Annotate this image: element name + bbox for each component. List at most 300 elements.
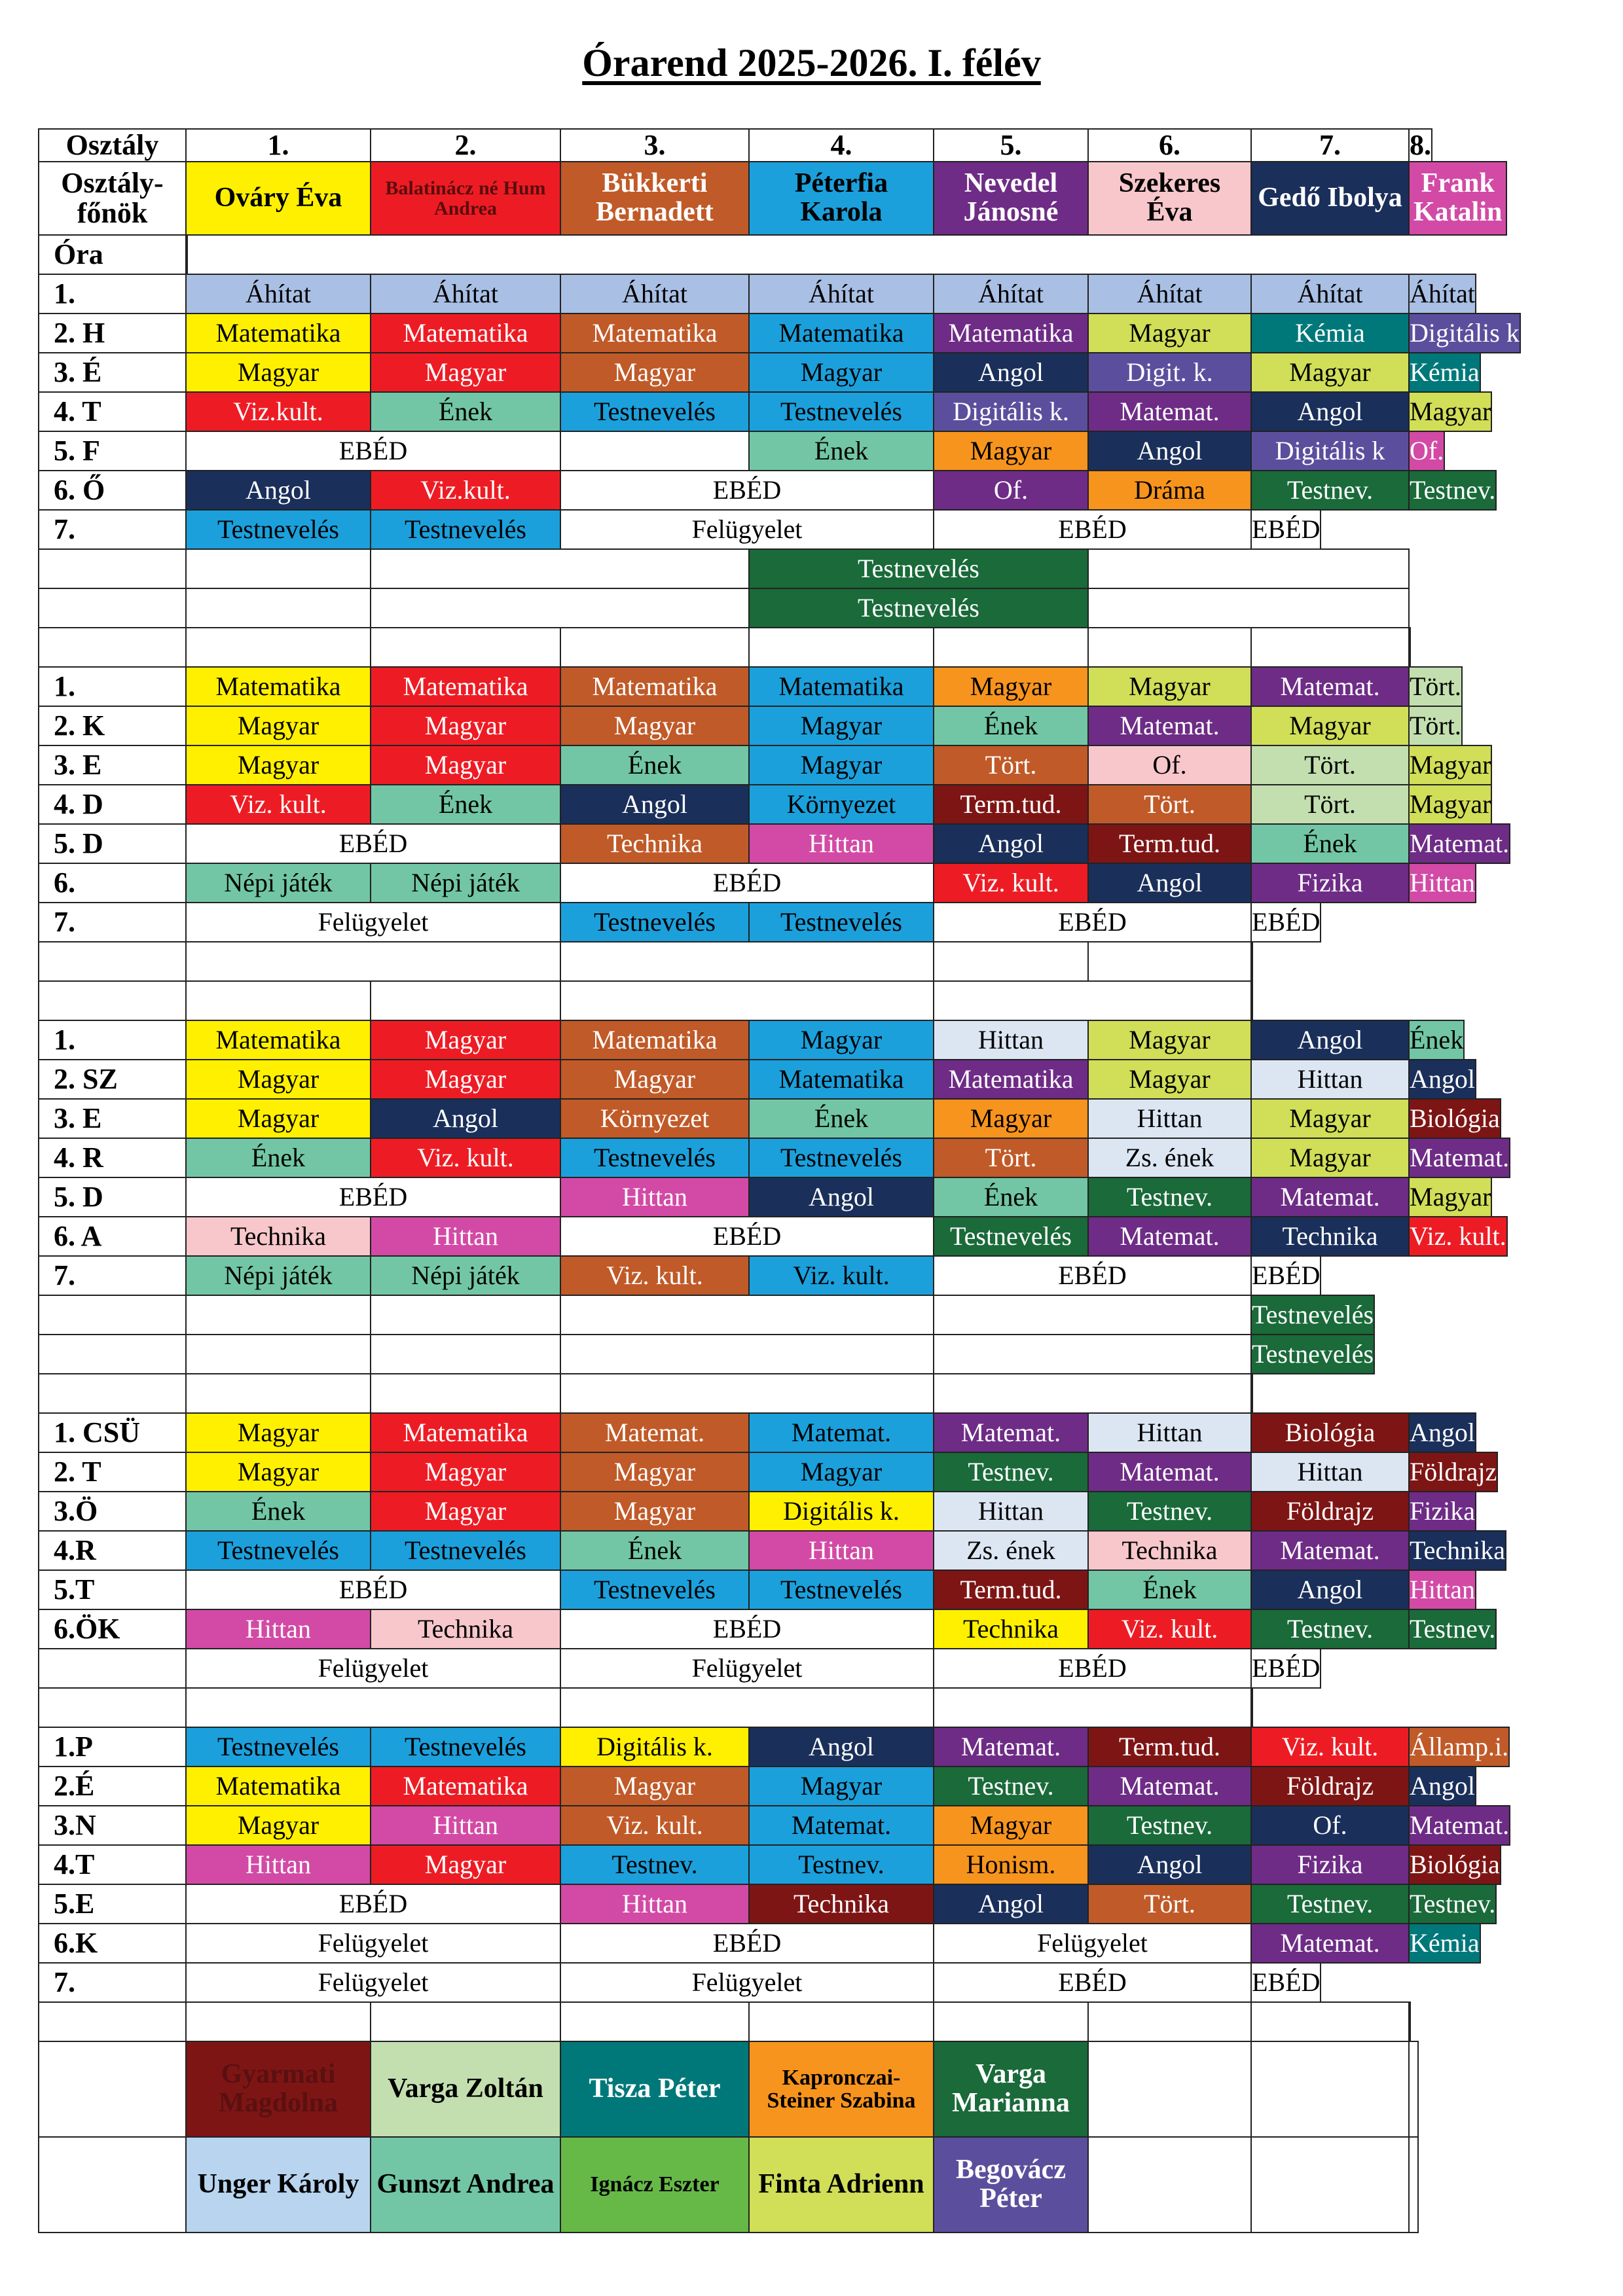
class-teacher-4: Péterfia Karola	[748, 161, 934, 236]
lesson-cell: Zs. ének	[933, 1530, 1089, 1571]
lesson-cell: Áhítat	[185, 274, 371, 314]
lesson-cell: Magyar	[185, 1059, 371, 1100]
lesson-cell: Technika	[933, 1609, 1089, 1649]
lesson-cell: Angol	[1408, 1766, 1476, 1806]
lesson-cell: Magyar	[370, 352, 561, 393]
lesson-cell: Ének	[748, 431, 934, 471]
row-label: 3.Ö	[38, 1491, 187, 1532]
lesson-cell: Magyar	[370, 706, 561, 746]
lesson-cell: Testnevelés	[933, 1216, 1089, 1257]
empty-cell	[185, 2001, 371, 2042]
lesson-cell: Matemat.	[1250, 1923, 1410, 1964]
lesson-cell: Testnev.	[933, 1766, 1089, 1806]
lesson-cell: Testnevelés	[748, 548, 1089, 589]
empty-cell	[370, 1334, 561, 1374]
lesson-cell: Viz. kult.	[1408, 1216, 1508, 1257]
class-2-header: 2.	[370, 128, 561, 162]
lesson-cell: Fizika	[1408, 1491, 1476, 1532]
legend-row-spacer	[38, 2041, 187, 2138]
lesson-cell: Földrajz	[1408, 1452, 1498, 1492]
lesson-cell: Technika	[1087, 1530, 1252, 1571]
row-label: 1.	[38, 1020, 187, 1060]
lesson-cell: Matematika	[560, 313, 750, 353]
empty-cell	[560, 1295, 934, 1335]
row-label: 5.T	[38, 1570, 187, 1610]
lesson-cell: EBÉD	[933, 902, 1252, 942]
lesson-cell: Term.tud.	[1087, 1727, 1252, 1767]
lesson-cell: Testnev.	[560, 1844, 750, 1885]
lesson-cell: Matematika	[748, 1059, 934, 1100]
lesson-cell: EBÉD	[933, 1962, 1252, 2003]
row-label: 1.	[38, 666, 187, 707]
row-label: 7.	[38, 902, 187, 942]
empty-cell	[1087, 588, 1410, 628]
empty-cell	[933, 1687, 1252, 1728]
lesson-cell: Matemat.	[1250, 666, 1410, 707]
lesson-cell: Magyar	[748, 706, 934, 746]
lesson-cell: Testnevelés	[1250, 1334, 1375, 1374]
empty-cell	[370, 2001, 561, 2042]
lesson-cell: Technika	[185, 1216, 371, 1257]
lesson-cell: Testnevelés	[370, 1530, 561, 1571]
empty-cell	[560, 1334, 934, 1374]
lesson-cell: Matematika	[748, 313, 934, 353]
lesson-cell: Viz. kult.	[185, 784, 371, 825]
lesson-cell: Tört.	[933, 1138, 1089, 1178]
lesson-cell: Angol	[370, 1098, 561, 1139]
lesson-cell: Kémia	[1408, 1923, 1481, 1964]
lesson-cell: Testnev.	[748, 1844, 934, 1885]
class-teacher-3: Bükkerti Bernadett	[560, 161, 750, 236]
row-label: 1.P	[38, 1727, 187, 1767]
lesson-cell: Magyar	[185, 352, 371, 393]
row-label	[38, 941, 187, 982]
lesson-cell: Hittan	[560, 1177, 750, 1217]
row-label	[38, 1295, 187, 1335]
lesson-cell: Áhítat	[748, 274, 934, 314]
empty-cell	[1087, 627, 1252, 668]
row-label: 2.É	[38, 1766, 187, 1806]
lesson-cell: Ének	[185, 1491, 371, 1532]
lesson-cell: Hittan	[933, 1020, 1089, 1060]
lesson-cell: Magyar	[1087, 1059, 1252, 1100]
lesson-cell: Népi játék	[185, 1255, 371, 1296]
lesson-cell: Angol	[933, 823, 1089, 864]
lesson-cell: Matemat.	[1087, 391, 1252, 432]
lesson-cell: Testnevelés	[748, 391, 934, 432]
empty-cell	[933, 941, 1089, 982]
row-label	[38, 588, 187, 628]
class-4-header: 4.	[748, 128, 934, 162]
lesson-cell: Tört.	[1250, 745, 1410, 785]
lesson-cell: Testnev.	[1408, 1884, 1497, 1924]
row-label: 4. T	[38, 391, 187, 432]
lesson-cell: Hittan	[1408, 1570, 1476, 1610]
lesson-cell: Matemat.	[1408, 823, 1510, 864]
lesson-cell: Áhítat	[1408, 274, 1476, 314]
lesson-cell: Testnev.	[1408, 1609, 1497, 1649]
lesson-cell: Magyar	[370, 1059, 561, 1100]
lesson-cell: Angol	[933, 352, 1089, 393]
lesson-cell: Földrajz	[1250, 1766, 1410, 1806]
teacher-color-key: Gunszt Andrea	[370, 2136, 561, 2233]
lesson-cell: Tört.	[1087, 784, 1252, 825]
lesson-cell: EBÉD	[1250, 1648, 1321, 1689]
class-teacher-7: Gedő Ibolya	[1250, 161, 1410, 236]
lesson-cell: Felügyelet	[560, 509, 934, 550]
lesson-cell: Magyar	[370, 745, 561, 785]
lesson-cell: Ének	[370, 784, 561, 825]
lesson-cell: Ének	[1408, 1020, 1465, 1060]
lesson-cell: Angol	[560, 784, 750, 825]
lesson-cell: EBÉD	[933, 1255, 1252, 1296]
lesson-cell: Magyar	[748, 352, 934, 393]
lesson-cell: Matemat.	[748, 1805, 934, 1846]
lesson-cell: Felügyelet	[185, 1962, 561, 2003]
hour-label-spacer	[185, 234, 188, 275]
lesson-cell: Magyar	[748, 745, 934, 785]
lesson-cell: Testnevelés	[748, 902, 934, 942]
row-label: 6. Ő	[38, 470, 187, 511]
teacher-color-key: Varga Marianna	[933, 2041, 1089, 2138]
row-label: 5. F	[38, 431, 187, 471]
lesson-cell: Viz. kult.	[1087, 1609, 1252, 1649]
lesson-cell: Angol	[1408, 1412, 1476, 1453]
empty-cell	[748, 627, 934, 668]
legend-row-spacer	[38, 2136, 187, 2233]
lesson-cell: Viz. kult.	[560, 1805, 750, 1846]
lesson-cell: EBÉD	[560, 1923, 934, 1964]
lesson-cell: Matematika	[370, 313, 561, 353]
row-label: 1.	[38, 274, 187, 314]
lesson-cell: Tört.	[1408, 706, 1463, 746]
lesson-cell: Magyar	[1087, 666, 1252, 707]
lesson-cell: Matematika	[748, 666, 934, 707]
lesson-cell: Testnev.	[933, 1452, 1089, 1492]
lesson-cell: Matematika	[370, 666, 561, 707]
lesson-cell: Matemat.	[1250, 1177, 1410, 1217]
lesson-cell: Kémia	[1408, 352, 1481, 393]
lesson-cell: Biológia	[1250, 1412, 1410, 1453]
lesson-cell: Angol	[1250, 1020, 1410, 1060]
lesson-cell: Felügyelet	[560, 1962, 934, 2003]
row-label	[38, 1687, 187, 1728]
lesson-cell: Biológia	[1408, 1098, 1501, 1139]
lesson-cell: Testnevelés	[370, 509, 561, 550]
empty-cell	[1087, 2041, 1252, 2138]
empty-cell	[560, 627, 750, 668]
lesson-cell: Viz. kult.	[1250, 1727, 1410, 1767]
class-5-header: 5.	[933, 128, 1089, 162]
lesson-cell: Matematika	[933, 313, 1089, 353]
empty-cell	[1408, 2041, 1419, 2138]
row-label: 2. T	[38, 1452, 187, 1492]
lesson-cell: EBÉD	[560, 863, 934, 903]
lesson-cell: Of.	[933, 470, 1089, 511]
empty-cell	[933, 1373, 1252, 1414]
lesson-cell: Környezet	[560, 1098, 750, 1139]
lesson-cell: Viz. kult.	[560, 1255, 750, 1296]
row-label	[38, 2001, 187, 2042]
class-6-header: 6.	[1087, 128, 1252, 162]
lesson-cell: Testnevelés	[748, 588, 1089, 628]
lesson-cell: Tört.	[933, 745, 1089, 785]
lesson-cell: Viz. kult.	[933, 863, 1089, 903]
lesson-cell: Technika	[370, 1609, 561, 1649]
row-label: 6.K	[38, 1923, 187, 1964]
lesson-cell: Testnev.	[1250, 470, 1410, 511]
lesson-cell: Matemat.	[1087, 1766, 1252, 1806]
empty-cell	[1250, 941, 1253, 982]
empty-cell	[560, 980, 934, 1021]
lesson-cell: EBÉD	[560, 470, 934, 511]
lesson-cell: Matemat.	[1408, 1805, 1510, 1846]
lesson-cell: Tört.	[1250, 784, 1410, 825]
lesson-cell: Ének	[1087, 1570, 1252, 1610]
lesson-cell: Ének	[560, 1530, 750, 1571]
teacher-color-key: Kapronczai-Steiner Szabina	[748, 2041, 934, 2138]
class-teacher-8: Frank Katalin	[1408, 161, 1507, 236]
row-label: 1. CSÜ	[38, 1412, 187, 1453]
lesson-cell: Term.tud.	[933, 1570, 1089, 1610]
lesson-cell: Ének	[933, 1177, 1089, 1217]
empty-cell	[560, 941, 934, 982]
lesson-cell: Magyar	[933, 431, 1089, 471]
lesson-cell: Matemat.	[1087, 1452, 1252, 1492]
lesson-cell: Testnevelés	[1250, 1295, 1375, 1335]
empty-cell	[185, 1687, 561, 1728]
lesson-cell: Digitális k.	[560, 1727, 750, 1767]
lesson-cell: Magyar	[1408, 784, 1492, 825]
empty-cell	[1250, 627, 1410, 668]
lesson-cell: Magyar	[748, 1766, 934, 1806]
empty-cell	[185, 941, 561, 982]
lesson-cell: Matematika	[370, 1766, 561, 1806]
lesson-cell: Testnev.	[1087, 1805, 1252, 1846]
lesson-cell: Testnevelés	[748, 1138, 934, 1178]
lesson-cell: Testnev.	[1408, 470, 1497, 511]
empty-cell	[933, 1295, 1252, 1335]
lesson-cell: Magyar	[748, 1452, 934, 1492]
lesson-cell: Magyar	[185, 1098, 371, 1139]
lesson-cell: Államp.i.	[1408, 1727, 1510, 1767]
lesson-cell: EBÉD	[1250, 1962, 1321, 2003]
lesson-cell: Népi játék	[185, 863, 371, 903]
empty-cell	[185, 627, 371, 668]
lesson-cell: Angol	[185, 470, 371, 511]
row-label	[38, 627, 187, 668]
row-label: 3. E	[38, 745, 187, 785]
empty-cell	[370, 588, 750, 628]
lesson-cell: EBÉD	[185, 1177, 561, 1217]
lesson-cell: Magyar	[1408, 391, 1492, 432]
lesson-cell: Áhítat	[370, 274, 561, 314]
lesson-cell: Angol	[748, 1727, 934, 1767]
lesson-cell: Földrajz	[1250, 1491, 1410, 1532]
empty-cell	[185, 548, 371, 589]
lesson-cell: Ének	[748, 1098, 934, 1139]
lesson-cell: Felügyelet	[185, 1923, 561, 1964]
teacher-color-key: Begovácz Péter	[933, 2136, 1089, 2233]
lesson-cell: Testnevelés	[560, 391, 750, 432]
lesson-cell: Matematika	[185, 1766, 371, 1806]
lesson-cell: Hittan	[1250, 1452, 1410, 1492]
row-label: 7.	[38, 509, 187, 550]
lesson-cell: Hittan	[560, 1884, 750, 1924]
row-label: 3.N	[38, 1805, 187, 1846]
row-label: 4. D	[38, 784, 187, 825]
lesson-cell: Környezet	[748, 784, 934, 825]
lesson-cell: EBÉD	[185, 1884, 561, 1924]
row-label: 4.R	[38, 1530, 187, 1571]
empty-cell	[933, 627, 1089, 668]
lesson-cell: Technika	[1250, 1216, 1410, 1257]
row-label	[38, 548, 187, 589]
lesson-cell: Fizika	[1250, 863, 1410, 903]
lesson-cell: Magyar	[370, 1844, 561, 1885]
lesson-cell: Magyar	[370, 1020, 561, 1060]
row-label	[38, 1334, 187, 1374]
lesson-cell: Magyar	[185, 1452, 371, 1492]
teacher-color-key: Tisza Péter	[560, 2041, 750, 2138]
lesson-cell: Áhítat	[1250, 274, 1410, 314]
lesson-cell: Magyar	[185, 1412, 371, 1453]
lesson-cell: Of.	[1087, 745, 1252, 785]
lesson-cell: Tört.	[1408, 666, 1463, 707]
row-label: 4.T	[38, 1844, 187, 1885]
teacher-color-key: Unger Károly	[185, 2136, 371, 2233]
lesson-cell: Matematika	[185, 666, 371, 707]
lesson-cell: Biológia	[1408, 1844, 1501, 1885]
lesson-cell: EBÉD	[185, 431, 561, 471]
teacher-color-key: Varga Zoltán	[370, 2041, 561, 2138]
lesson-cell: Magyar	[1250, 1098, 1410, 1139]
lesson-cell: Hittan	[748, 1530, 934, 1571]
lesson-cell: Áhítat	[933, 274, 1089, 314]
lesson-cell: Magyar	[560, 1059, 750, 1100]
empty-cell	[1408, 2136, 1419, 2233]
lesson-cell: Magyar	[1250, 706, 1410, 746]
lesson-cell: Hittan	[370, 1216, 561, 1257]
lesson-cell: Matematika	[933, 1059, 1089, 1100]
lesson-cell: Matematika	[185, 313, 371, 353]
lesson-cell: Matemat.	[1087, 706, 1252, 746]
lesson-cell: Angol	[1408, 1059, 1476, 1100]
lesson-cell: Hittan	[748, 823, 934, 864]
lesson-cell: Magyar	[748, 1020, 934, 1060]
lesson-cell: EBÉD	[560, 1216, 934, 1257]
lesson-cell: Of.	[1408, 431, 1445, 471]
lesson-cell: Angol	[1087, 1844, 1252, 1885]
class-teacher-5: Nevedel Jánosné	[933, 161, 1089, 236]
empty-cell	[1250, 2001, 1410, 2042]
lesson-cell: Viz. kult.	[748, 1255, 934, 1296]
row-label: 2. K	[38, 706, 187, 746]
lesson-cell: Hittan	[1408, 863, 1476, 903]
empty-cell	[560, 1687, 934, 1728]
empty-cell	[1250, 1687, 1253, 1728]
empty-cell	[185, 1373, 371, 1414]
lesson-cell: Testnevelés	[748, 1570, 934, 1610]
row-label: 6. A	[38, 1216, 187, 1257]
lesson-cell: Magyar	[933, 1805, 1089, 1846]
row-label: 4. R	[38, 1138, 187, 1178]
empty-cell	[370, 548, 750, 589]
lesson-cell: Testnevelés	[370, 1727, 561, 1767]
lesson-cell: Felügyelet	[933, 1923, 1252, 1964]
lesson-cell: Magyar	[933, 1098, 1089, 1139]
class-teacher-6: Szekeres Éva	[1087, 161, 1252, 236]
row-label	[38, 1373, 187, 1414]
lesson-cell: EBÉD	[1250, 1255, 1321, 1296]
class-8-header: 8.	[1410, 129, 1431, 162]
lesson-cell: Matemat.	[560, 1412, 750, 1453]
teacher-color-key: Finta Adrienn	[748, 2136, 934, 2233]
lesson-cell: Of.	[1250, 1805, 1410, 1846]
empty-cell	[933, 1334, 1252, 1374]
lesson-cell: Viz.kult.	[370, 470, 561, 511]
row-label: 7.	[38, 1962, 187, 2003]
lesson-cell: Ének	[933, 706, 1089, 746]
empty-cell	[185, 1295, 371, 1335]
empty-cell	[560, 1373, 934, 1414]
empty-cell	[1250, 1373, 1253, 1414]
lesson-cell: Digitális k.	[748, 1491, 934, 1532]
row-label: 3. E	[38, 1098, 187, 1139]
lesson-cell: Népi játék	[370, 863, 561, 903]
lesson-cell: Magyar	[560, 1491, 750, 1532]
empty-cell	[933, 980, 1252, 1021]
lesson-cell: Testnevelés	[185, 1727, 371, 1767]
lesson-cell: Term.tud.	[933, 784, 1089, 825]
lesson-cell: Matematika	[185, 1020, 371, 1060]
lesson-cell: Testnev.	[1087, 1491, 1252, 1532]
lesson-cell: Magyar	[185, 745, 371, 785]
lesson-cell: Magyar	[1087, 313, 1252, 353]
lesson-cell: Hittan	[185, 1609, 371, 1649]
lesson-cell: Testnevelés	[185, 1530, 371, 1571]
lesson-cell: Digitális k	[1408, 313, 1521, 353]
lesson-cell: Magyar	[560, 706, 750, 746]
lesson-cell: Tört.	[1087, 1884, 1252, 1924]
empty-cell	[185, 1334, 371, 1374]
lesson-cell: EBÉD	[933, 1648, 1252, 1689]
lesson-cell: Honism.	[933, 1844, 1089, 1885]
class-7-header: 7.	[1250, 128, 1410, 162]
empty-cell	[748, 2001, 934, 2042]
lesson-cell: Matemat.	[748, 1412, 934, 1453]
lesson-cell: Digitális k.	[933, 391, 1089, 432]
class-teacher-label: Osztály-főnök	[38, 161, 187, 236]
page-title: Órarend 2025-2026. I. félév	[582, 41, 1041, 84]
lesson-cell: Testnev.	[1087, 1177, 1252, 1217]
lesson-cell: Magyar	[185, 1805, 371, 1846]
lesson-cell: Technika	[1408, 1530, 1506, 1571]
class-3-header: 3.	[560, 128, 750, 162]
lesson-cell: Term.tud.	[1087, 823, 1252, 864]
lesson-cell: Fizika	[1250, 1844, 1410, 1885]
lesson-cell: Matemat.	[1408, 1138, 1510, 1178]
class-header-label: Osztály	[38, 128, 187, 162]
empty-cell	[1408, 627, 1411, 668]
lesson-cell: Testnevelés	[560, 1570, 750, 1610]
lesson-cell: Magyar	[370, 1452, 561, 1492]
lesson-cell: Matemat.	[933, 1727, 1089, 1767]
lesson-cell: Felügyelet	[185, 1648, 561, 1689]
lesson-cell: Digit. k.	[1087, 352, 1252, 393]
row-label: 6.ÖK	[38, 1609, 187, 1649]
lesson-cell: EBÉD	[185, 823, 561, 864]
